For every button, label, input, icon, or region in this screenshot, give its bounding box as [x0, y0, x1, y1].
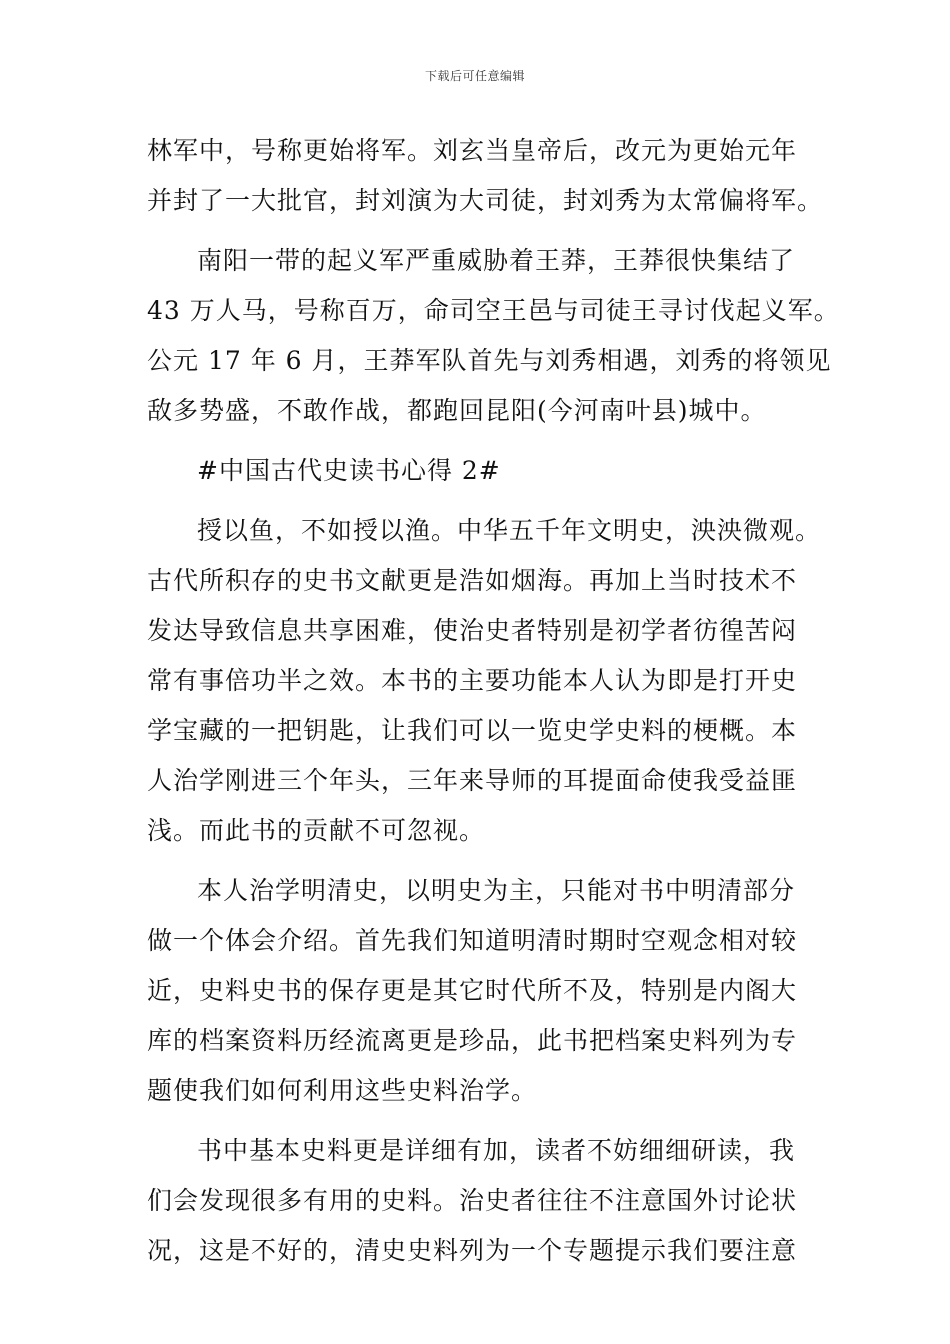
paragraph-start-line: 书中基本史料更是详细有加，读者不妨细细研读，我 — [197, 1136, 796, 1165]
text-line: 近，史料史书的保存更是其它时代所不及，特别是内阁大 — [147, 976, 798, 1005]
text-line: 古代所积存的史书文献更是浩如烟海。再加上当时技术不 — [147, 566, 798, 595]
text-line: 林军中，号称更始将军。刘玄当皇帝后，改元为更始元年 — [147, 136, 798, 165]
text-line: 们会发现很多有用的史料。治史者往往不注意国外讨论状 — [147, 1186, 798, 1215]
text-line: 做一个体会介绍。首先我们知道明清时期时空观念相对较 — [147, 926, 798, 955]
text-line: 并封了一大批官，封刘演为大司徒，封刘秀为太常偏将军。 — [147, 186, 824, 215]
text-line: 题使我们如何利用这些史料治学。 — [147, 1076, 538, 1105]
text-line: 况，这是不好的，清史史料列为一个专题提示我们要注意 — [147, 1236, 798, 1265]
page-header: 下载后可任意编辑 — [424, 69, 525, 83]
text-line: 浅。而此书的贡献不可忽视。 — [147, 816, 486, 845]
text-line: 库的档案资料历经流离更是珍品，此书把档案史料列为专 — [147, 1026, 798, 1055]
document-body — [147, 126, 840, 1276]
paragraph-start-line: 本人治学明清史，以明史为主，只能对书中明清部分 — [197, 876, 796, 905]
text-line: 人治学刚进三个年头，三年来导师的耳提面命使我受益匪 — [147, 766, 798, 795]
text-line: 常有事倍功半之效。本书的主要功能本人认为即是打开史 — [147, 666, 798, 695]
text-line: 43 万人马，号称百万，命司空王邑与司徒王寻讨伐起义军。 — [147, 296, 840, 325]
paragraph-start-line: 南阳一带的起义军严重威胁着王莽，王莽很快集结了 — [197, 246, 796, 275]
text-line: 公元 17 年 6 月，王莽军队首先与刘秀相遇，刘秀的将领见 — [147, 346, 832, 375]
text-line: 敌多势盛，不敢作战，都跑回昆阳(今河南叶县)城中。 — [147, 396, 767, 425]
paragraph-start-line: 授以鱼，不如授以渔。中华五千年文明史，泱泱微观。 — [197, 516, 822, 545]
text-line: 发达导致信息共享困难，使治史者特别是初学者彷徨苦闷 — [147, 616, 798, 645]
text-line: 学宝藏的一把钥匙，让我们可以一览史学史料的梗概。本 — [147, 716, 798, 745]
section-heading: #中国古代史读书心得 2# — [197, 456, 501, 485]
